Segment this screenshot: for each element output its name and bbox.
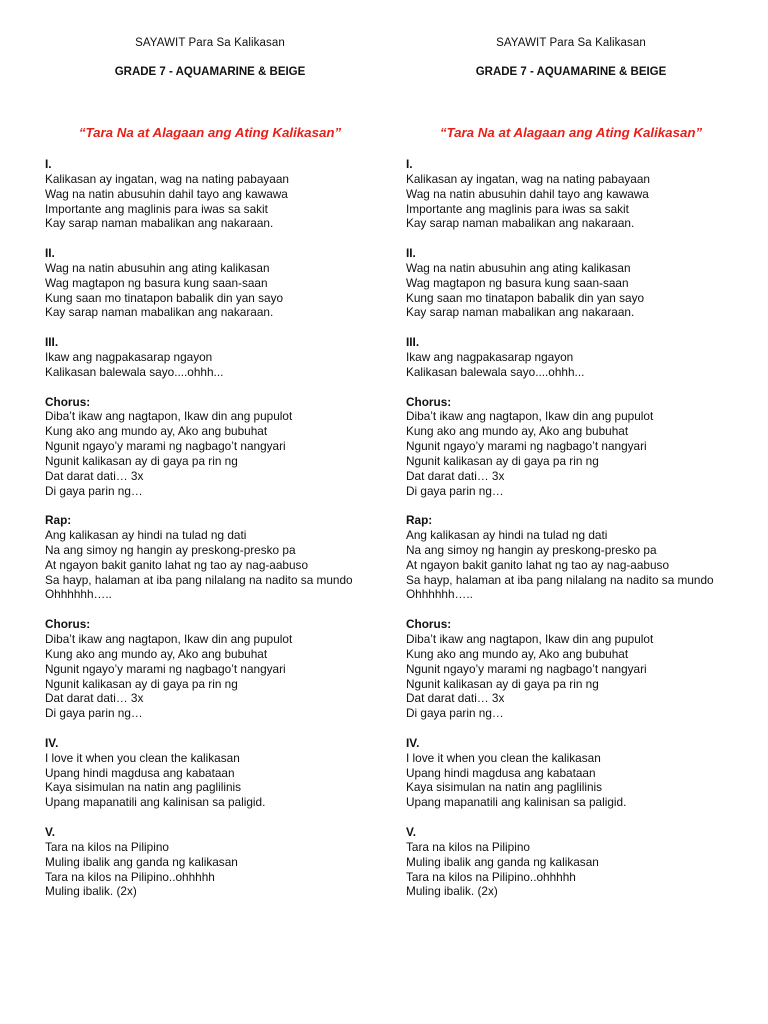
lyrics-section [406, 395, 736, 499]
song-title: “Tara Na at Alagaan ang Ating Kalikasan” [439, 125, 703, 140]
lyric-line: Wag magtapon ng basura kung saan-saan [45, 275, 268, 290]
lyric-line: Ngunit kalikasan ay di gaya pa rin ng [45, 453, 238, 468]
section-heading: Chorus: [406, 394, 452, 409]
lyric-line: Ohhhhhh….. [45, 587, 112, 602]
grade-line: GRADE 7 - AQUAMARINE & BEIGE [114, 66, 306, 78]
section-heading: I. [45, 157, 52, 171]
section-heading: III. [406, 335, 420, 350]
lyrics [45, 157, 375, 914]
lyric-line: Kung ako ang mundo ay, Ako ang bubuhat [406, 424, 629, 439]
lyric-line: Upang hindi magdusa ang kabataan [45, 765, 235, 780]
lyric-line: I love it when you clean the kalikasan [45, 750, 240, 765]
lyric-line: Di gaya parin ng… [406, 706, 504, 721]
lyric-line: Muling ibalik. (2x) [406, 884, 498, 899]
lyric-line: Wag na natin abusuhin dahil tayo ang kawawa [45, 186, 288, 201]
lyric-line: Kung ako ang mundo ay, Ako ang bubuhat [406, 646, 629, 661]
lyric-line: Kalikasan balewala sayo....ohhh... [45, 364, 224, 379]
lyric-line: Tara na kilos na Pilipino..ohhhhh [45, 869, 215, 884]
lyric-line: Ang kalikasan ay hindi na tulad ng dati [406, 528, 608, 543]
lyric-line: Tara na kilos na Pilipino [406, 839, 530, 854]
lyric-line: Dat darat dati… 3x [45, 468, 144, 483]
lyric-line: Diba’t ikaw ang nagtapon, Ikaw din ang pupulot [45, 409, 293, 424]
lyrics-section [45, 335, 375, 380]
lyrics [406, 157, 736, 914]
lyrics-section [45, 157, 375, 231]
lyrics-section [406, 246, 736, 320]
lyric-line: Ngunit ngayo’y marami ng nagbago’t nangyari [406, 661, 647, 676]
lyric-line: Sa hayp, halaman at iba pang nilalang na nadito sa mundo [45, 572, 353, 587]
lyrics-section [406, 736, 736, 810]
lyric-line: Kay sarap naman mabalikan ang nakaraan. [45, 216, 274, 231]
lyric-line: Upang hindi magdusa ang kabataan [406, 765, 596, 780]
lyric-line: Muling ibalik ang ganda ng kalikasan [45, 854, 238, 869]
lyric-line: Di gaya parin ng… [406, 483, 504, 498]
lyric-line: Di gaya parin ng… [45, 483, 143, 498]
section-heading: II. [45, 246, 55, 261]
lyrics-section [406, 617, 736, 721]
lyric-line: Ngunit kalikasan ay di gaya pa rin ng [45, 676, 238, 691]
section-heading: I. [406, 157, 413, 171]
lyric-line: Wag na natin abusuhin ang ating kalikasan [45, 260, 270, 275]
lyric-line: Muling ibalik ang ganda ng kalikasan [406, 854, 599, 869]
lyric-line: Na ang simoy ng hangin ay preskong-presko pa [406, 542, 657, 557]
lyric-line: Kalikasan ay ingatan, wag na nating pabayaan [45, 171, 289, 186]
lyric-line: Ngunit ngayo’y marami ng nagbago’t nangyari [406, 439, 647, 454]
lyrics-section [45, 825, 375, 899]
lyric-line: Ngunit ngayo’y marami ng nagbago’t nangyari [45, 661, 286, 676]
lyric-line: Ikaw ang nagpakasarap ngayon [45, 349, 213, 364]
doc-title: SAYAWIT Para Sa Kalikasan [135, 37, 285, 49]
grade-line: GRADE 7 - AQUAMARINE & BEIGE [475, 66, 667, 78]
lyrics-section [45, 395, 375, 499]
section-heading: Chorus: [45, 617, 91, 632]
section-heading: Rap: [406, 513, 433, 528]
lyric-line: Wag na natin abusuhin dahil tayo ang kawawa [406, 186, 649, 201]
section-heading: V. [406, 824, 417, 839]
lyric-line: Kung saan mo tinatapon babalik din yan sayo [406, 290, 645, 305]
lyric-line: Di gaya parin ng… [45, 706, 143, 721]
lyric-line: Diba’t ikaw ang nagtapon, Ikaw din ang pupulot [45, 632, 293, 646]
lyric-line: Kay sarap naman mabalikan ang nakaraan. [406, 216, 635, 231]
lyric-line: Upang mapanatili ang kalinisan sa paligid. [406, 795, 627, 810]
lyric-line: Sa hayp, halaman at iba pang nilalang na nadito sa mundo [406, 572, 714, 587]
section-heading: IV. [406, 735, 420, 750]
lyric-line: Ngunit ngayo’y marami ng nagbago’t nangyari [45, 439, 286, 454]
lyric-line: Kalikasan ay ingatan, wag na nating pabayaan [406, 171, 650, 186]
lyric-line: Na ang simoy ng hangin ay preskong-presko pa [45, 542, 296, 557]
lyric-line: Wag na natin abusuhin ang ating kalikasan [406, 260, 631, 275]
doc-title: SAYAWIT Para Sa Kalikasan [496, 37, 646, 49]
lyric-line: Kung ako ang mundo ay, Ako ang bubuhat [45, 646, 268, 661]
section-heading: Chorus: [406, 617, 452, 632]
lyric-line: Diba’t ikaw ang nagtapon, Ikaw din ang pupulot [406, 632, 654, 646]
lyrics-section [406, 825, 736, 899]
lyric-line: Kung saan mo tinatapon babalik din yan sayo [45, 290, 284, 305]
lyric-line: Ngunit kalikasan ay di gaya pa rin ng [406, 453, 599, 468]
lyric-line: Diba’t ikaw ang nagtapon, Ikaw din ang pupulot [406, 409, 654, 424]
lyric-line: Kaya sisimulan na natin ang paglilinis [45, 780, 242, 795]
lyric-line: I love it when you clean the kalikasan [406, 750, 601, 765]
lyric-line: Tara na kilos na Pilipino..ohhhhh [406, 869, 576, 884]
lyrics-section [406, 335, 736, 380]
lyric-line: Dat darat dati… 3x [45, 691, 144, 706]
lyric-line: Wag magtapon ng basura kung saan-saan [406, 275, 629, 290]
lyric-line: Kung ako ang mundo ay, Ako ang bubuhat [45, 424, 268, 439]
lyric-line: Importante ang maglinis para iwas sa sakit [45, 201, 268, 216]
song-title: “Tara Na at Alagaan ang Ating Kalikasan” [78, 125, 342, 140]
lyrics-section [406, 157, 736, 231]
lyric-line: Tara na kilos na Pilipino [45, 839, 169, 854]
section-heading: II. [406, 246, 416, 261]
lyric-line: Upang mapanatili ang kalinisan sa paligid. [45, 795, 266, 810]
section-heading: III. [45, 335, 59, 350]
lyrics-section [45, 246, 375, 320]
lyrics-section [45, 617, 375, 721]
lyric-line: Kay sarap naman mabalikan ang nakaraan. [45, 305, 274, 320]
lyric-line: Dat darat dati… 3x [406, 691, 505, 706]
lyrics-section [45, 513, 375, 602]
lyrics-section [45, 736, 375, 810]
lyric-line: Ohhhhhh….. [406, 587, 473, 602]
lyric-line: Ang kalikasan ay hindi na tulad ng dati [45, 528, 247, 543]
lyric-line: At ngayon bakit ganito lahat ng tao ay nag-aabuso [406, 557, 670, 572]
lyric-line: Importante ang maglinis para iwas sa sakit [406, 201, 629, 216]
lyric-line: Dat darat dati… 3x [406, 468, 505, 483]
lyric-line: Ngunit kalikasan ay di gaya pa rin ng [406, 676, 599, 691]
lyrics-section [406, 513, 736, 602]
lyric-line: Kalikasan balewala sayo....ohhh... [406, 364, 585, 379]
lyric-line: Kay sarap naman mabalikan ang nakaraan. [406, 305, 635, 320]
section-heading: V. [45, 824, 56, 839]
section-heading: Rap: [45, 513, 72, 528]
lyric-line: Ikaw ang nagpakasarap ngayon [406, 349, 574, 364]
lyric-line: At ngayon bakit ganito lahat ng tao ay nag-aabuso [45, 557, 309, 572]
section-heading: Chorus: [45, 394, 91, 409]
lyric-line: Muling ibalik. (2x) [45, 884, 137, 899]
section-heading: IV. [45, 735, 59, 750]
lyric-line: Kaya sisimulan na natin ang paglilinis [406, 780, 603, 795]
